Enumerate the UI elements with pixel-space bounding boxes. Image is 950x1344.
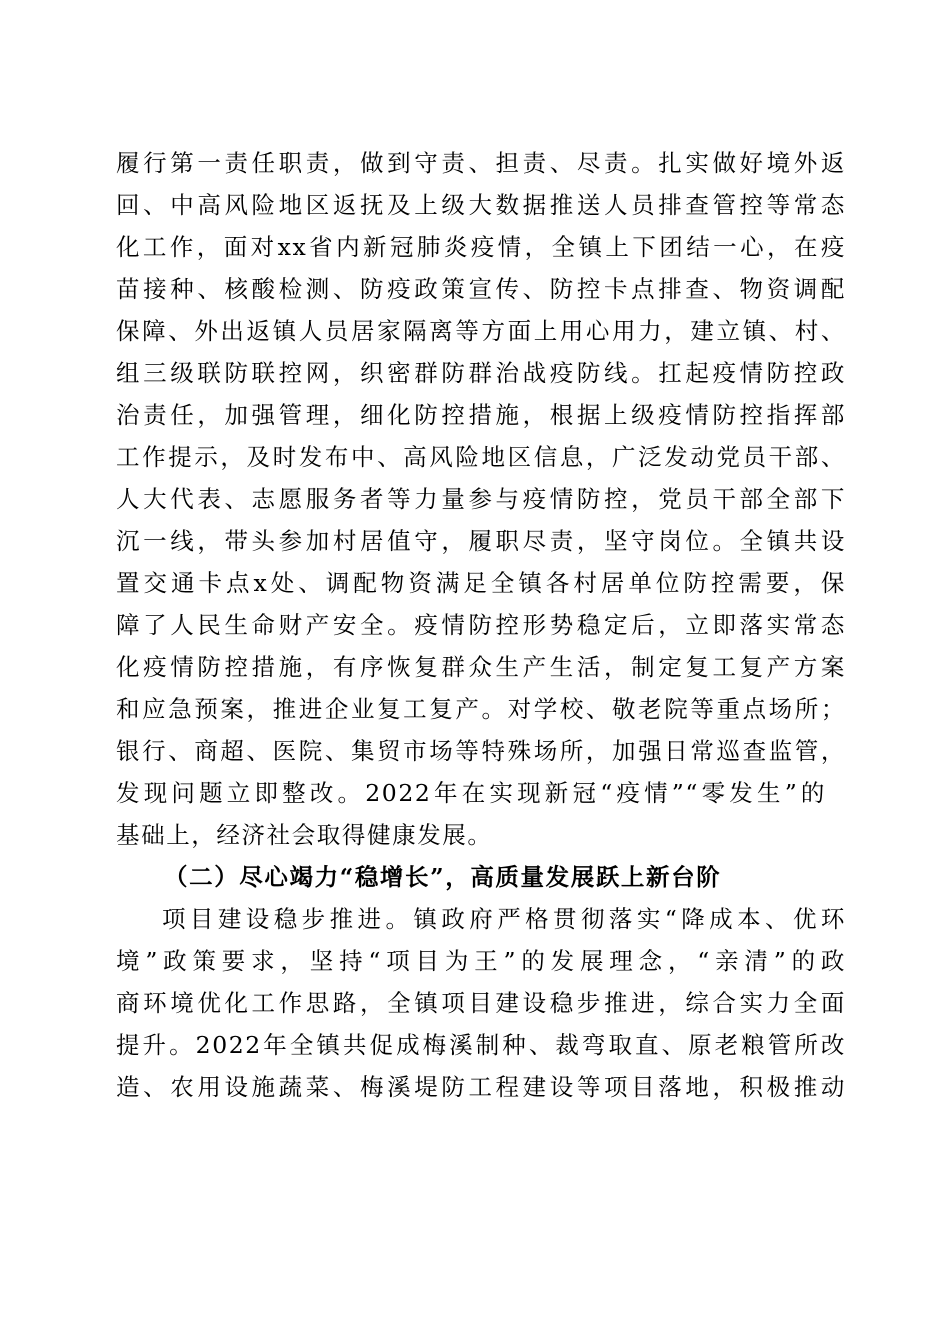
text-line: 化工作，面对xx省内新冠肺炎疫情，全镇上下团结一心，在疫 (116, 233, 846, 261)
text-line: 治责任，加强管理，细化防控措施，根据上级疫情防控指挥部 (116, 401, 846, 429)
text-line: 置交通卡点x处、调配物资满足全镇各村居单位防控需要，保 (116, 569, 846, 597)
text-line: 化疫情防控措施，有序恢复群众生产生活，制定复工复产方案 (116, 653, 846, 681)
text-line: 回、中高风险地区返抚及上级大数据推送人员排查管控等常态 (116, 191, 846, 219)
text-line: 和应急预案，推进企业复工复产。对学校、敬老院等重点场所； (116, 695, 846, 723)
text-line: 人大代表、志愿服务者等力量参与疫情防控，党员干部全部下 (116, 485, 846, 513)
text-line: 发现问题立即整改。2022年在实现新冠“疫情”“零发生”的 (116, 779, 826, 807)
text-line: 障了人民生命财产安全。疫情防控形势稳定后，立即落实常态 (116, 611, 846, 639)
text-line: 基础上，经济社会取得健康发展。 (116, 821, 493, 849)
text-line: 银行、商超、医院、集贸市场等特殊场所，加强日常巡查监管， (116, 737, 846, 765)
text-line: 组三级联防联控网，织密群防群治战疫防线。扛起疫情防控政 (116, 359, 846, 387)
text-line: 沉一线，带头参加村居值守，履职尽责，坚守岗位。全镇共设 (116, 527, 846, 555)
text-line: 保障、外出返镇人员居家隔离等方面上用心用力，建立镇、村、 (116, 317, 846, 345)
text-line: 履行第一责任职责，做到守责、担责、尽责。扎实做好境外返 (116, 149, 846, 177)
text-line: 提升。2022年全镇共促成梅溪制种、裁弯取直、原老粮管所改 (116, 1031, 846, 1059)
text-line: 境”政策要求，坚持“项目为王”的发展理念，“亲清”的政 (116, 947, 846, 975)
text-line: 工作提示，及时发布中、高风险地区信息，广泛发动党员干部、 (116, 443, 846, 471)
paragraph-first-line: 项目建设稳步推进。镇政府严格贯彻落实“降成本、优环 (162, 905, 846, 933)
section-heading: （二）尽心竭力“稳增长”，高质量发展跃上新台阶 (164, 863, 722, 891)
text-line: 苗接种、核酸检测、防疫政策宣传、防控卡点排查、物资调配 (116, 275, 846, 303)
text-line: 造、农用设施蔬菜、梅溪堤防工程建设等项目落地，积极推动 (116, 1073, 846, 1101)
text-line: 商环境优化工作思路，全镇项目建设稳步推进，综合实力全面 (116, 989, 846, 1017)
